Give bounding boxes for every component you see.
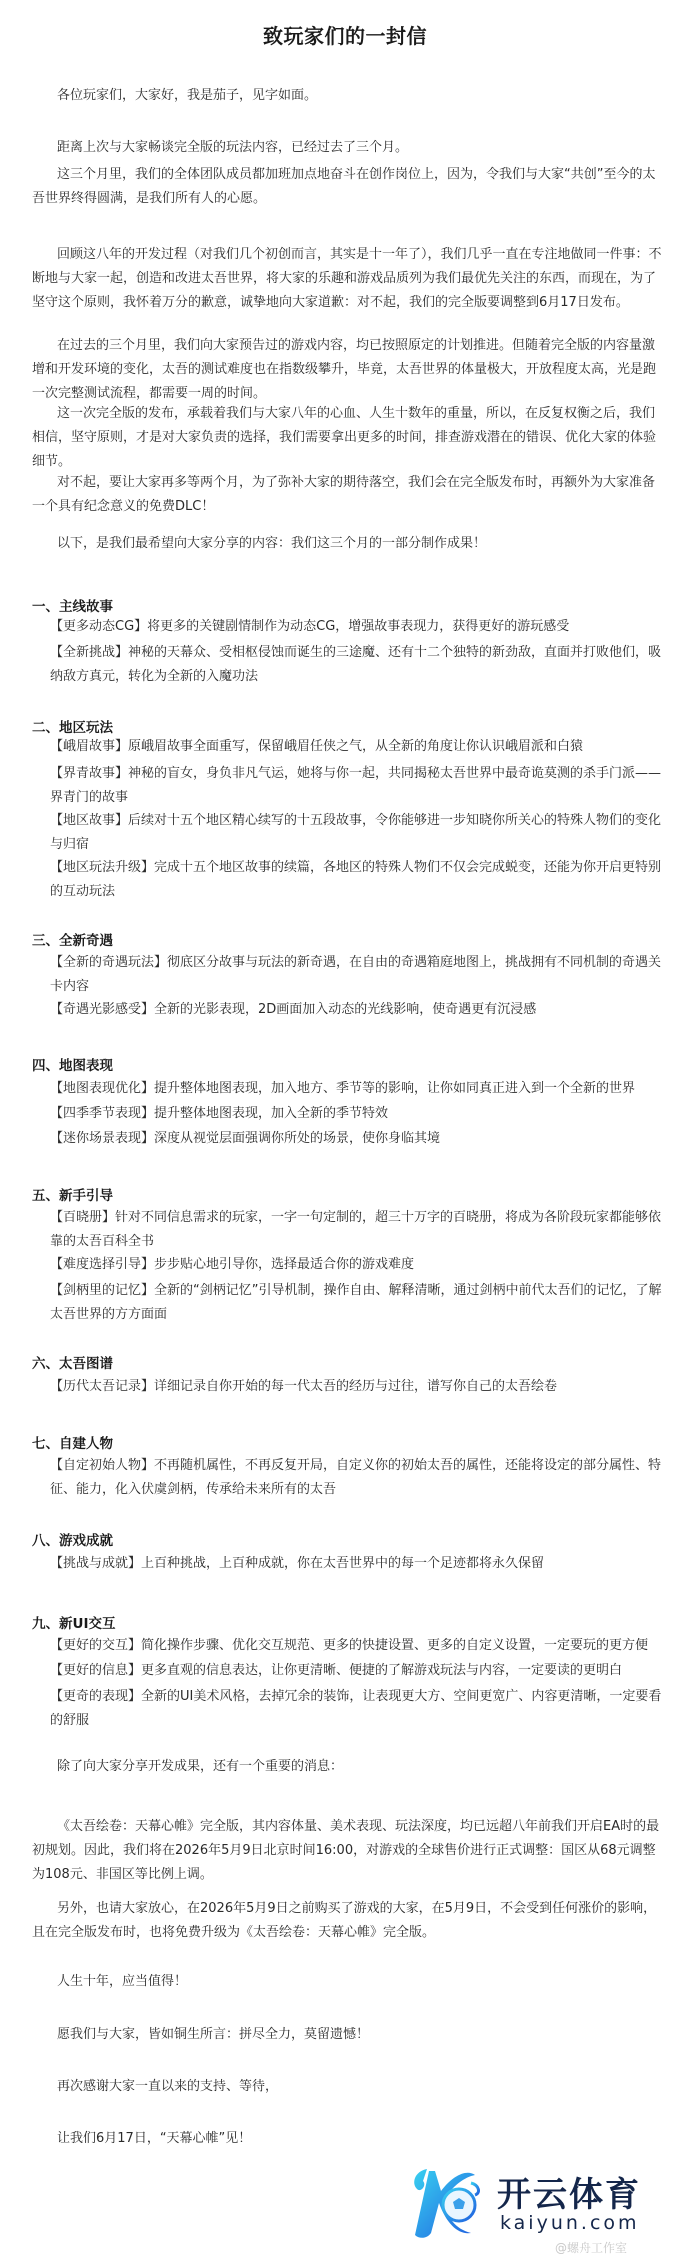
- feature-item: 【更好的交互】简化操作步骤、优化交互规范、更多的快捷设置、更多的自定义设置，一定要玩的更方便: [50, 1638, 649, 1653]
- paragraph: 再次感谢大家一直以来的支持、等待，: [57, 2079, 279, 2094]
- section-heading: 三、全新奇遇: [32, 933, 113, 949]
- paragraph: 除了向大家分享开发成果，还有一个重要的消息：: [57, 1759, 344, 1774]
- feature-item: 【地区故事】后续对十五个地区精心续写的十五段故事，令你能够进一步知晓你所关心的特殊人物们的变化与归宿: [50, 813, 662, 852]
- feature-item: 【历代太吾记录】详细记录自你开始的每一代太吾的经历与过往，谱写你自己的太吾绘卷: [50, 1379, 558, 1394]
- paragraph: 愿我们与大家，皆如铜生所言：拼尽全力，莫留遗憾！: [57, 2027, 370, 2042]
- feature-item: 【更多动态CG】将更多的关键剧情制作为动态CG，增强故事表现力，获得更好的游玩感受: [50, 619, 570, 634]
- paragraph: 这三个月里，我们的全体团队成员都加班加点地奋斗在创作岗位上，因为，令我们与大家“共创”至今的太吾世界终得圆满，是我们所有人的心愿。: [32, 167, 656, 206]
- feature-item: 【迷你场景表现】深度从视觉层面强调你所处的场景，使你身临其境: [50, 1131, 441, 1146]
- section-heading: 八、游戏成就: [32, 1533, 113, 1549]
- paragraph-price-adjustment: 《太吾绘卷：天幕心帷》完全版，其内容体量、美术表现、玩法深度，均已远超八年前我们开启EA时的最初规划。因此，我们将在2026年5月9日北京时间16:00，对游戏的全球售价进行正式调整：国区从68元调整为108元、非国区等比例上调。: [32, 1819, 660, 1882]
- section-heading: 五、新手引导: [32, 1188, 113, 1204]
- paragraph: 回顾这八年的开发过程（对我们几个初创而言，其实是十一年了），我们几乎一直在专注地做同一件事：不断地与大家一起，创造和改进太吾世界，将大家的乐趣和游戏品质列为我们最优先关注的东西，而现在，为了坚守这个原则，我怀着万分的歉意，诚挚地向大家道歉：对不起，我们的完全版要调整到6月17日发布。: [32, 247, 662, 310]
- logo-name-en: kaiyun.com: [500, 2212, 640, 2234]
- paragraph: 另外，也请大家放心，在2026年5月9日之前购买了游戏的大家，在5月9日，不会受到任何涨价的影响，且在完全版发布时，也将免费升级为《太吾绘卷：天幕心帷》完全版。: [32, 1901, 657, 1940]
- kaiyun-k-ball-icon: [405, 2163, 485, 2243]
- feature-item: 【百晓册】针对不同信息需求的玩家，一字一句定制的，超三十万字的百晓册，将成为各阶段玩家都能够依靠的太吾百科全书: [50, 1210, 662, 1249]
- section-heading: 一、主线故事: [32, 599, 113, 615]
- section-heading: 七、自建人物: [32, 1436, 113, 1452]
- feature-item: 【界青故事】神秘的盲女，身负非凡气运，她将与你一起，共同揭秘太吾世界中最奇诡莫测的杀手门派——界青门的故事: [50, 766, 662, 805]
- paragraph: 以下，是我们最希望向大家分享的内容：我们这三个月的一部分制作成果！: [57, 536, 487, 551]
- feature-item: 【自定初始人物】不再随机属性，不再反复开局，自定义你的初始太吾的属性，还能将设定的部分属性、特征、能力，化入伏虞剑柄，传承给未来所有的太吾: [50, 1458, 662, 1497]
- page-title: 致玩家们的一封信: [263, 24, 427, 48]
- section-heading: 六、太吾图谱: [32, 1356, 113, 1372]
- feature-item: 【全新的奇遇玩法】彻底区分故事与玩法的新奇遇，在自由的奇遇箱庭地图上，挑战拥有不同机制的奇遇关卡内容: [50, 955, 662, 994]
- section-heading: 九、新UI交互: [32, 1616, 116, 1632]
- paragraph: 在过去的三个月里，我们向大家预告过的游戏内容，均已按照原定的计划推进。但随着完全版的内容量激增和开发环境的变化，太吾的测试难度也在指数级攀升，毕竟，太吾世界的体量极大，开放程度太高，光是跑一次完整测试流程，都需要一周的时间。: [32, 338, 657, 401]
- kaiyun-logo: [405, 2163, 685, 2263]
- feature-item: 【峨眉故事】原峨眉故事全面重写，保留峨眉任侠之气，从全新的角度让你认识峨眉派和白猿: [50, 739, 584, 754]
- weibo-watermark: @螺舟工作室: [555, 2241, 628, 2255]
- paragraph: 这一次完全版的发布，承载着我们与大家八年的心血、人生十数年的重量，所以，在反复权衡之后，我们相信，坚守原则，才是对大家负责的选择，我们需要拿出更多的时间，排查游戏潜在的错误、优化大家的体验细节。: [32, 406, 657, 469]
- feature-item: 【四季季节表现】提升整体地图表现，加入全新的季节特效: [50, 1106, 389, 1121]
- feature-item: 【地区玩法升级】完成十五个地区故事的续篇，各地区的特殊人物们不仅会完成蜕变，还能为你开启更特别的互动玩法: [50, 860, 662, 899]
- feature-item: 【难度选择引导】步步贴心地引导你，选择最适合你的游戏难度: [50, 1257, 415, 1272]
- paragraph-closing: 让我们6月17日，“天幕心帷”见！: [57, 2131, 252, 2146]
- feature-item: 【剑柄里的记忆】全新的“剑柄记忆”引导机制，操作自由、解释清晰，通过剑柄中前代太吾们的记忆，了解太吾世界的方方面面: [50, 1283, 662, 1322]
- feature-item: 【奇遇光影感受】全新的光影表现，2D画面加入动态的光线影响，使奇遇更有沉浸感: [50, 1002, 537, 1017]
- paragraph: 人生十年，应当值得！: [57, 1974, 188, 1989]
- feature-item: 【更奇的表现】全新的UI美术风格，去掉冗余的装饰，让表现更大方、空间更宽广、内容更清晰，一定要看的舒服: [50, 1689, 662, 1728]
- feature-item: 【挑战与成就】上百种挑战，上百种成就，你在太吾世界中的每一个足迹都将永久保留: [50, 1556, 545, 1571]
- paragraph: 对不起，要让大家再多等两个月，为了弥补大家的期待落空，我们会在完全版发布时，再额外为大家准备一个具有纪念意义的免费DLC！: [32, 475, 656, 514]
- feature-item: 【全新挑战】神秘的天幕众、受相枢侵蚀而诞生的三途魔、还有十二个独特的新劲敌，直面并打败他们，吸纳敌方真元，转化为全新的入魔功法: [50, 645, 662, 684]
- section-heading: 四、地图表现: [32, 1058, 113, 1074]
- feature-item: 【更好的信息】更多直观的信息表达，让你更清晰、便捷的了解游戏玩法与内容，一定要读的更明白: [50, 1663, 623, 1678]
- paragraph-greeting: 各位玩家们，大家好，我是茄子，见字如面。: [57, 88, 318, 103]
- section-heading: 二、地区玩法: [32, 720, 113, 736]
- paragraph: 距离上次与大家畅谈完全版的玩法内容，已经过去了三个月。: [57, 140, 409, 155]
- feature-item: 【地图表现优化】提升整体地图表现，加入地方、季节等的影响，让你如同真正进入到一个全新的世界: [50, 1081, 636, 1096]
- logo-name-cn: 开云体育: [497, 2175, 641, 2215]
